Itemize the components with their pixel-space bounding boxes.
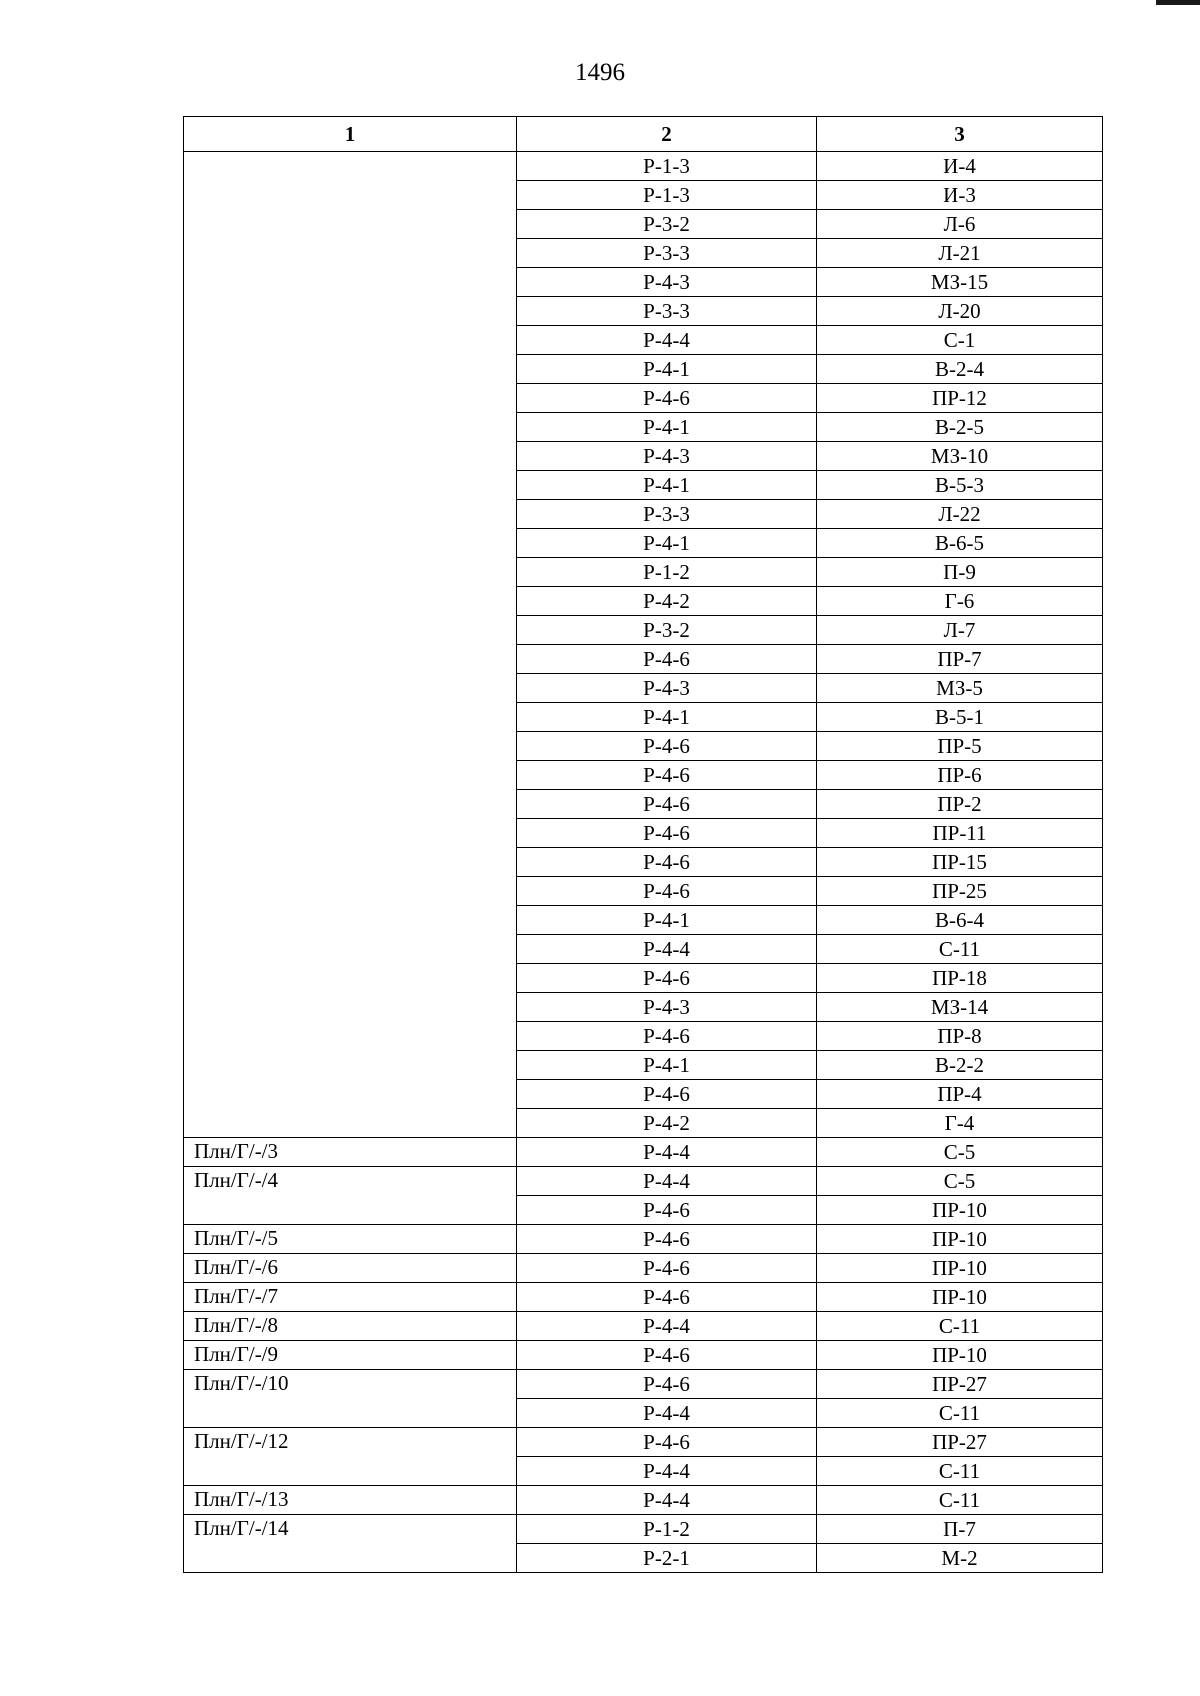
code-cell: Р-4-2 [517,1109,817,1138]
code-cell: Р-4-4 [517,1167,817,1196]
code-cell: Р-4-4 [517,1138,817,1167]
reference-cell: ПР-25 [817,877,1103,906]
reference-cell: В-6-5 [817,529,1103,558]
data-table [183,116,1103,1573]
table-row [184,1254,1103,1283]
code-cell: Р-4-6 [517,645,817,674]
code-cell: Р-3-3 [517,500,817,529]
reference-cell: С-11 [817,935,1103,964]
code-cell: Р-3-3 [517,239,817,268]
code-cell: Р-4-1 [517,529,817,558]
column-header-2: 2 [517,117,817,152]
reference-cell: ПР-4 [817,1080,1103,1109]
reference-cell: С-5 [817,1138,1103,1167]
group-label-cell: Плн/Г/-/4 [184,1167,517,1225]
reference-cell: ПР-27 [817,1428,1103,1457]
reference-cell: С-11 [817,1486,1103,1515]
table-row [184,1486,1103,1515]
code-cell: Р-4-6 [517,1283,817,1312]
table-header [184,117,1103,152]
table-row [184,1283,1103,1312]
reference-cell: ПР-11 [817,819,1103,848]
code-cell: Р-1-3 [517,181,817,210]
column-header-1: 1 [184,117,517,152]
code-cell: Р-4-6 [517,819,817,848]
code-cell: Р-4-3 [517,674,817,703]
code-cell: Р-4-4 [517,1312,817,1341]
reference-cell: ПР-18 [817,964,1103,993]
group-label-cell [184,152,517,1138]
code-cell: Р-4-1 [517,471,817,500]
reference-cell: ПР-7 [817,645,1103,674]
code-cell: Р-4-1 [517,413,817,442]
group-label-cell: Плн/Г/-/5 [184,1225,517,1254]
reference-cell: В-5-1 [817,703,1103,732]
code-cell: Р-4-6 [517,877,817,906]
code-cell: Р-4-2 [517,587,817,616]
table-row [184,1225,1103,1254]
group-label-cell: Плн/Г/-/9 [184,1341,517,1370]
code-cell: Р-4-6 [517,848,817,877]
reference-cell: В-2-4 [817,355,1103,384]
reference-cell: Г-4 [817,1109,1103,1138]
reference-cell: Л-20 [817,297,1103,326]
group-label-cell: Плн/Г/-/14 [184,1515,517,1573]
reference-cell: В-6-4 [817,906,1103,935]
code-cell: Р-4-6 [517,732,817,761]
reference-cell: ПР-2 [817,790,1103,819]
reference-cell: Г-6 [817,587,1103,616]
reference-cell: В-2-5 [817,413,1103,442]
code-cell: Р-4-1 [517,355,817,384]
code-cell: Р-4-6 [517,761,817,790]
reference-cell: С-11 [817,1312,1103,1341]
code-cell: Р-4-6 [517,1428,817,1457]
reference-cell: ПР-10 [817,1283,1103,1312]
table-row [184,1341,1103,1370]
table-row [184,1312,1103,1341]
code-cell: Р-1-2 [517,1515,817,1544]
reference-cell: ПР-10 [817,1196,1103,1225]
reference-cell: Л-7 [817,616,1103,645]
code-cell: Р-4-4 [517,1486,817,1515]
reference-cell: МЗ-5 [817,674,1103,703]
scan-edge-mark [1156,0,1200,5]
reference-cell: ПР-12 [817,384,1103,413]
code-cell: Р-4-6 [517,1196,817,1225]
code-cell: Р-4-4 [517,326,817,355]
code-cell: Р-4-6 [517,1022,817,1051]
page-number: 1496 [575,59,625,86]
reference-cell: Л-21 [817,239,1103,268]
code-cell: Р-4-6 [517,1225,817,1254]
group-label-cell: Плн/Г/-/8 [184,1312,517,1341]
code-cell: Р-4-4 [517,935,817,964]
reference-cell: Л-6 [817,210,1103,239]
group-label-cell: Плн/Г/-/7 [184,1283,517,1312]
code-cell: Р-4-6 [517,384,817,413]
code-cell: Р-4-4 [517,1457,817,1486]
group-label-cell: Плн/Г/-/12 [184,1428,517,1486]
reference-cell: И-4 [817,152,1103,181]
code-cell: Р-1-3 [517,152,817,181]
code-cell: Р-4-6 [517,964,817,993]
reference-cell: ПР-15 [817,848,1103,877]
header-row [184,117,1103,152]
table-body [184,152,1103,1573]
column-header-3: 3 [817,117,1103,152]
reference-cell: В-5-3 [817,471,1103,500]
group-label-cell: Плн/Г/-/13 [184,1486,517,1515]
code-cell: Р-1-2 [517,558,817,587]
table-row [184,152,1103,181]
code-cell: Р-4-1 [517,1051,817,1080]
group-label-cell: Плн/Г/-/3 [184,1138,517,1167]
table-row [184,1370,1103,1399]
reference-cell: С-11 [817,1399,1103,1428]
code-cell: Р-4-6 [517,1254,817,1283]
code-cell: Р-4-1 [517,703,817,732]
table-row [184,1167,1103,1196]
reference-cell: ПР-27 [817,1370,1103,1399]
code-cell: Р-4-3 [517,268,817,297]
group-label-cell: Плн/Г/-/10 [184,1370,517,1428]
reference-cell: МЗ-10 [817,442,1103,471]
reference-cell: МЗ-14 [817,993,1103,1022]
reference-cell: П-9 [817,558,1103,587]
code-cell: Р-3-3 [517,297,817,326]
reference-cell: ПР-8 [817,1022,1103,1051]
reference-cell: ПР-10 [817,1225,1103,1254]
code-cell: Р-4-6 [517,790,817,819]
code-cell: Р-4-1 [517,906,817,935]
code-cell: Р-4-6 [517,1341,817,1370]
reference-cell: ПР-10 [817,1254,1103,1283]
code-cell: Р-4-4 [517,1399,817,1428]
reference-cell: И-3 [817,181,1103,210]
reference-cell: ПР-6 [817,761,1103,790]
table-row [184,1515,1103,1544]
reference-cell: МЗ-15 [817,268,1103,297]
reference-cell: С-5 [817,1167,1103,1196]
code-cell: Р-4-3 [517,442,817,471]
reference-cell: В-2-2 [817,1051,1103,1080]
table-row [184,1138,1103,1167]
reference-cell: С-1 [817,326,1103,355]
code-cell: Р-2-1 [517,1544,817,1573]
code-cell: Р-4-3 [517,993,817,1022]
code-cell: Р-4-6 [517,1080,817,1109]
code-cell: Р-3-2 [517,210,817,239]
reference-cell: ПР-5 [817,732,1103,761]
reference-cell: М-2 [817,1544,1103,1573]
reference-cell: С-11 [817,1457,1103,1486]
reference-cell: ПР-10 [817,1341,1103,1370]
reference-cell: Л-22 [817,500,1103,529]
code-cell: Р-3-2 [517,616,817,645]
code-cell: Р-4-6 [517,1370,817,1399]
reference-cell: П-7 [817,1515,1103,1544]
table-row [184,1428,1103,1457]
group-label-cell: Плн/Г/-/6 [184,1254,517,1283]
